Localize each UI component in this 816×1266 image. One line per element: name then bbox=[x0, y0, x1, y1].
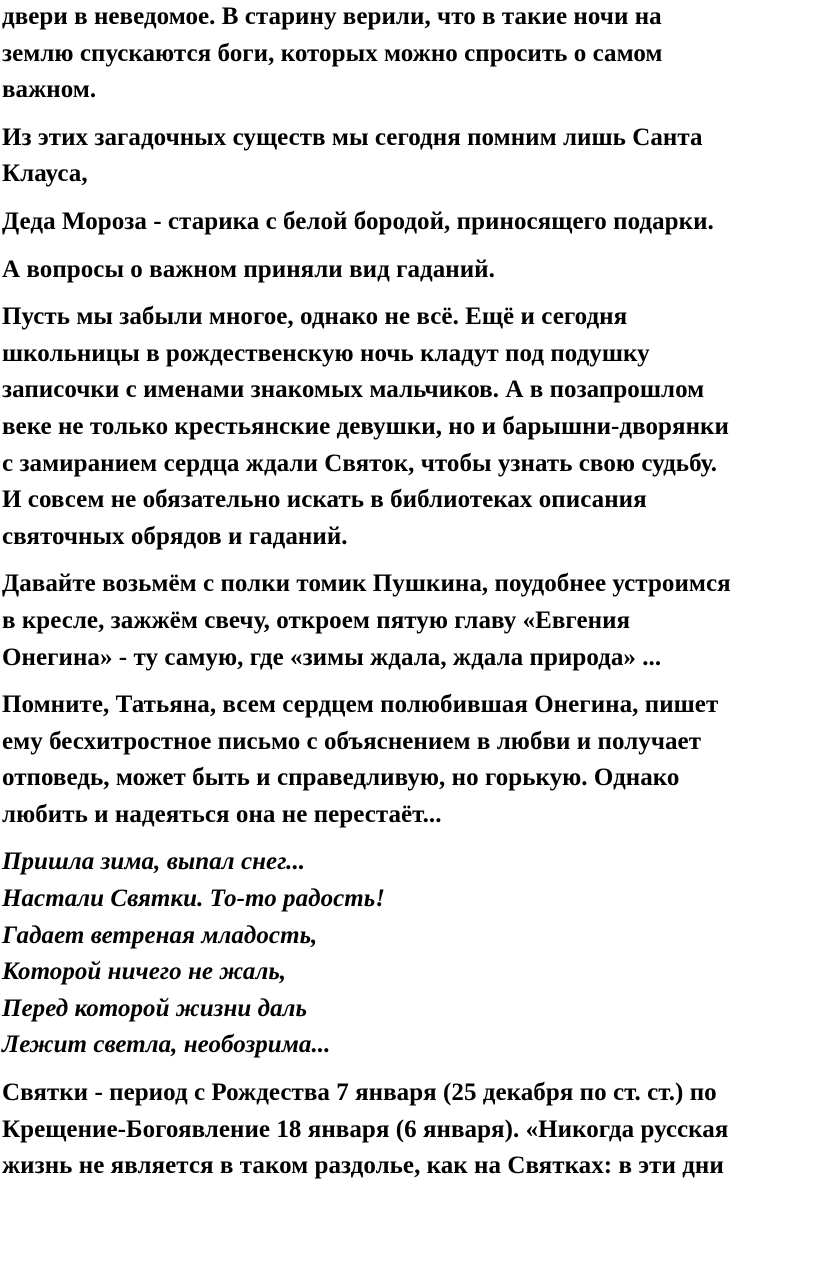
poem-line: Настали Святки. То-то радость! bbox=[2, 885, 386, 913]
poem-line: Которой ничего не жаль, bbox=[2, 958, 287, 986]
paragraph-santa: Из этих загадочных существ мы сегодня помним лишь Санта Клауса, bbox=[2, 123, 703, 188]
paragraph-forgotten: Пусть мы забыли многое, однако не всё. Ещё и сегодня школьницы в рождественскую ночь кладут под подушку записочки с именами знакомых мальчиков. А в позапрошлом веке не только крестьянские девушки, но и барышни-дворянки с замиранием сердца ждали Святок, чтобы узнать свою судьбу. И совсем не обязательно искать в библиотеках описания святочных обрядов и гаданий. bbox=[2, 303, 729, 550]
paragraph-ded-moroz: Деда Мороза - старика с белой бородой, приносящего подарки. bbox=[2, 207, 714, 235]
paragraph-svyatki: Святки - период с Рождества 7 января (25 декабря по ст. ст.) по Крещение-Богоявление 18 января (6 января). «Никогда русская жизнь не является в таком раздолье, как на Святках: в эти дни bbox=[2, 1079, 729, 1180]
paragraph-intro: двери в неведомое. В старину верили, что в такие ночи на землю спускаются боги, которых можно спросить о самом важном. bbox=[2, 3, 663, 104]
paragraph-tatiana: Помните, Татьяна, всем сердцем полюбившая Онегина, пишет ему бесхитростное письмо с объяснением в любви и получает отповедь, может быть и справедливую, но горькую. Однако любить и надеяться она не перестаёт... bbox=[2, 691, 719, 828]
paragraph-pushkin: Давайте возьмём с полки томик Пушкина, поудобнее устроимся в кресле, зажжём свечу, откроем пятую главу «Евгения Онегина» - ту самую, где «зимы ждала, ждала природа» ... bbox=[2, 570, 731, 671]
poem-line: Лежит светла, необозрима... bbox=[2, 1031, 331, 1059]
poem-line: Гадает ветреная младость, bbox=[2, 921, 318, 949]
poem-line: Пришла зима, выпал снег... bbox=[2, 848, 306, 876]
poem-quote bbox=[2, 844, 816, 1064]
paragraph-divination: А вопросы о важном приняли вид гаданий. bbox=[2, 255, 495, 283]
poem-line: Перед которой жизни даль bbox=[2, 994, 308, 1022]
